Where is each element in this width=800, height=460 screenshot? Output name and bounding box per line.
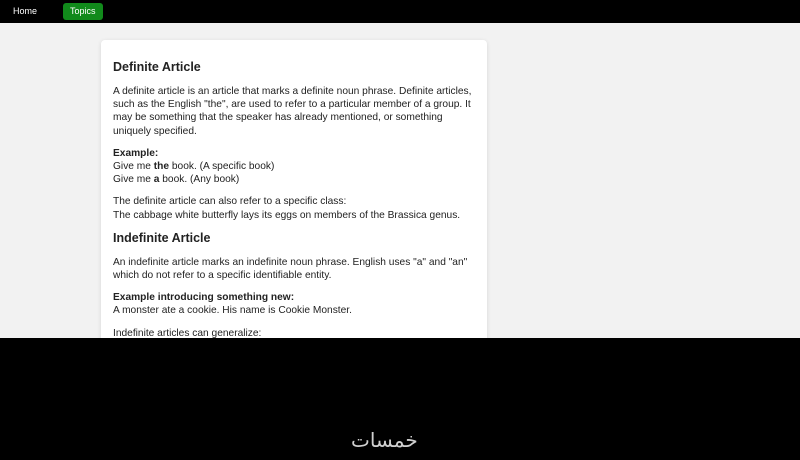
- new-example-block: [113, 291, 475, 317]
- top-nav-bar: [0, 0, 800, 23]
- example-2-post: book. (Any book): [159, 174, 240, 186]
- example-2-bold: a: [153, 174, 160, 186]
- indefinite-article-heading: Indefinite Article: [113, 230, 211, 245]
- example-1-pre: Give me: [113, 161, 154, 173]
- generalize-text: Indefinite articles can generalize:: [113, 327, 262, 338]
- example-label: Example:: [113, 147, 159, 159]
- definite-article-description: A definite article is an article that marks a definite noun phrase. Definite articles, such as the English "the", are used to refer to a particular member of a group. It may be something that the speaker has already mentioned, or something uniquely specified.: [113, 86, 472, 137]
- nav-home-button[interactable]: Home: [13, 6, 38, 16]
- article-card: [101, 40, 487, 338]
- page-content: [0, 23, 800, 338]
- nav-topics-button[interactable]: Topics: [63, 3, 103, 20]
- khamsat-logo: خمسات: [351, 428, 418, 452]
- class-intro: The definite article can also refer to a specific class:: [113, 196, 347, 208]
- example-1-post: book. (A specific book): [169, 161, 275, 173]
- class-example: The cabbage white butterfly lays its eggs on members of the Brassica genus.: [113, 209, 461, 221]
- new-example-label: Example introducing something new:: [113, 292, 295, 304]
- definite-article-heading: Definite Article: [113, 60, 201, 74]
- class-example-block: [113, 195, 475, 221]
- new-example-text: A monster ate a cookie. His name is Cookie Monster.: [113, 305, 352, 317]
- indefinite-article-description: An indefinite article marks an indefinite noun phrase. English uses "a" and "an" which do not refer to a specific identifiable entity.: [113, 256, 468, 282]
- example-1-bold: the: [153, 161, 170, 173]
- definite-example-block: [113, 147, 475, 187]
- example-2-pre: Give me: [113, 174, 154, 186]
